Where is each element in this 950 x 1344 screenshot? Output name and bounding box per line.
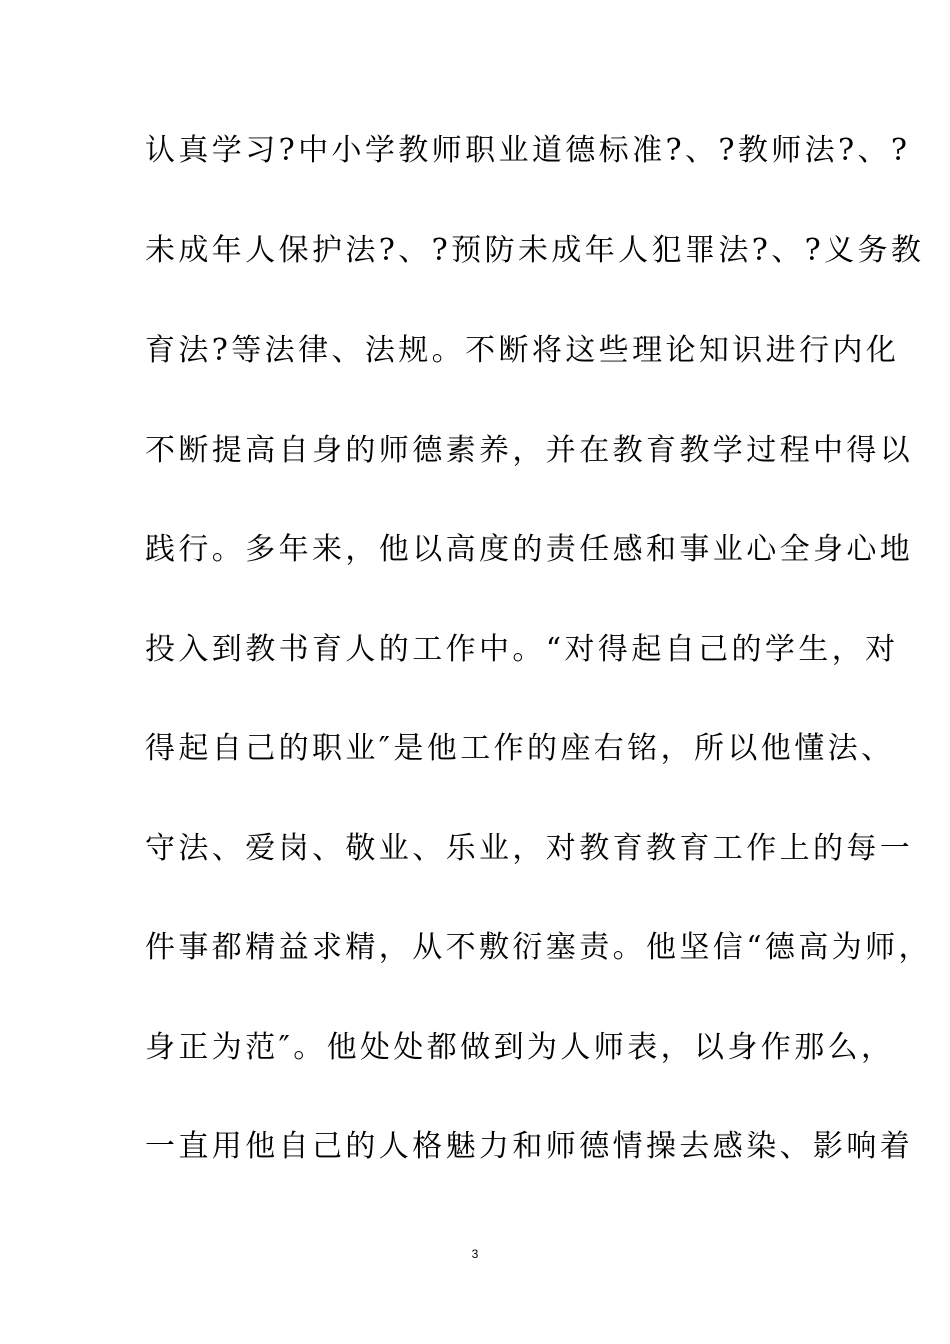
text-line: 不断提高自身的师德素养，并在教育教学过程中得以 (145, 433, 914, 468)
text-line: 件事都精益求精，从不敷衍塞责。他坚信“德高为师， (145, 930, 932, 965)
text-line: 未成年人保护法?、?预防未成年人犯罪法?、?义务教 (145, 233, 925, 268)
text-line: 认真学习?中小学教师职业道德标准?、?教师法?、? (145, 133, 911, 168)
text-line: 身正为范″。他处处都做到为人师表，以身作那么， (145, 1030, 895, 1065)
page-number: 3 (471, 1247, 479, 1261)
text-line: 得起自己的职业″是他工作的座右铭，所以他懂法、 (145, 731, 895, 766)
text-line: 育法?等法律、法规。不断将这些理论知识进行内化 (145, 333, 900, 368)
text-line: 守法、爱岗、敬业、乐业，对教育教育工作上的每一 (145, 831, 914, 866)
text-line: 一直用他自己的人格魅力和师德情操去感染、影响着 (145, 1129, 914, 1164)
text-line: 投入到教书育人的工作中。“对得起自己的学生，对 (145, 632, 899, 667)
text-line: 践行。多年来，他以高度的责任感和事业心全身心地 (145, 532, 914, 567)
